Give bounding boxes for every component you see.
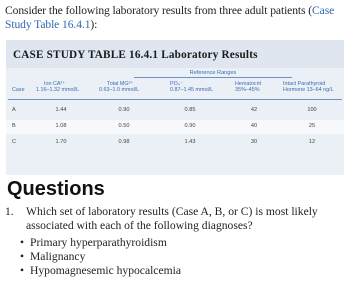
cell-hematocrit: 30 (250, 139, 258, 145)
case-study-table-box (6, 40, 344, 175)
column-header-po4-range: 0.87–1.45 mmol/L (170, 87, 214, 94)
column-header-po4-name: PO₄⁻ (170, 81, 183, 87)
cell-po4: 0.85 (184, 107, 196, 113)
column-header-total-mg-name: Total MG²⁺ (107, 81, 134, 87)
column-header-ion-ca-range: 1.16–1.32 mmol/L (36, 87, 80, 94)
cell-total-mg: 0.50 (118, 123, 130, 129)
cell-hematocrit: 42 (250, 107, 258, 113)
column-header-ion-ca-name: Ion CA²⁺ (44, 81, 66, 87)
diagnosis-label: Hypomagnesemic hypocalcemia (30, 263, 181, 277)
question-number: 1. (5, 205, 14, 218)
cell-pth: 25 (308, 123, 316, 129)
cell-pth: 12 (308, 139, 316, 145)
intro-text-before: Consider the following laboratory results from three adult patients ( (5, 4, 313, 17)
bullet-icon: • (20, 249, 25, 263)
column-header-po4 (170, 81, 213, 94)
cell-case: B (12, 123, 16, 129)
column-header-case-name: Case (12, 87, 25, 93)
cell-ion-ca: 1.08 (55, 123, 67, 129)
column-header-total-mg (99, 81, 139, 94)
column-header-hematocrit-range: 35%–45% (235, 87, 260, 94)
diagnosis-list (20, 236, 181, 277)
lab-results-table (6, 68, 344, 175)
cell-po4: 1.43 (184, 139, 196, 145)
question-text: Which set of laboratory results (Case A, B, or C) is most likely associated with each of the following diagnoses? (26, 205, 318, 232)
cell-total-mg: 0.98 (118, 139, 130, 145)
cell-pth: 100 (307, 107, 317, 113)
cell-total-mg: 0.90 (118, 107, 130, 113)
table-row-case-b (6, 120, 344, 134)
case-study-title: CASE STUDY TABLE 16.4.1 Laboratory Results (13, 49, 258, 61)
list-item (20, 236, 181, 250)
bullet-icon: • (20, 236, 25, 249)
cell-ion-ca: 1.44 (55, 107, 67, 113)
column-header-case (12, 87, 25, 93)
column-header-pth-range: Hormone 13–64 ng/L (283, 87, 334, 94)
column-header-total-mg-range: 0.63–1.0 mmol/L (99, 87, 140, 94)
cell-ion-ca: 1.70 (55, 139, 67, 145)
case-study-link[interactable]: Case Study Table 16.4.1 (5, 4, 335, 31)
diagnosis-label: Malignancy (30, 249, 86, 263)
table-row-case-a (6, 104, 344, 118)
cell-hematocrit: 40 (250, 123, 258, 129)
column-header-ion-ca (36, 81, 79, 94)
column-header-hematocrit-name: Hematocrit (235, 81, 262, 87)
cell-case: C (12, 139, 17, 145)
bullet-icon: • (20, 263, 25, 277)
header-divider (8, 99, 342, 100)
cell-case: A (12, 107, 16, 113)
table-row-case-c (6, 136, 344, 150)
cell-po4: 0.90 (184, 123, 196, 129)
column-header-pth (283, 81, 334, 94)
column-header-hematocrit (235, 81, 261, 94)
intro-text-after: ): (90, 18, 98, 31)
reference-ranges-label: Reference Ranges (134, 70, 292, 78)
diagnosis-label: Primary hyperparathyroidism (30, 236, 167, 249)
questions-heading: Questions (7, 178, 105, 200)
list-item (20, 264, 181, 278)
intro-paragraph (5, 4, 343, 32)
column-header-pth-name: Intact Parathyroid (283, 81, 326, 87)
list-item (20, 250, 181, 264)
